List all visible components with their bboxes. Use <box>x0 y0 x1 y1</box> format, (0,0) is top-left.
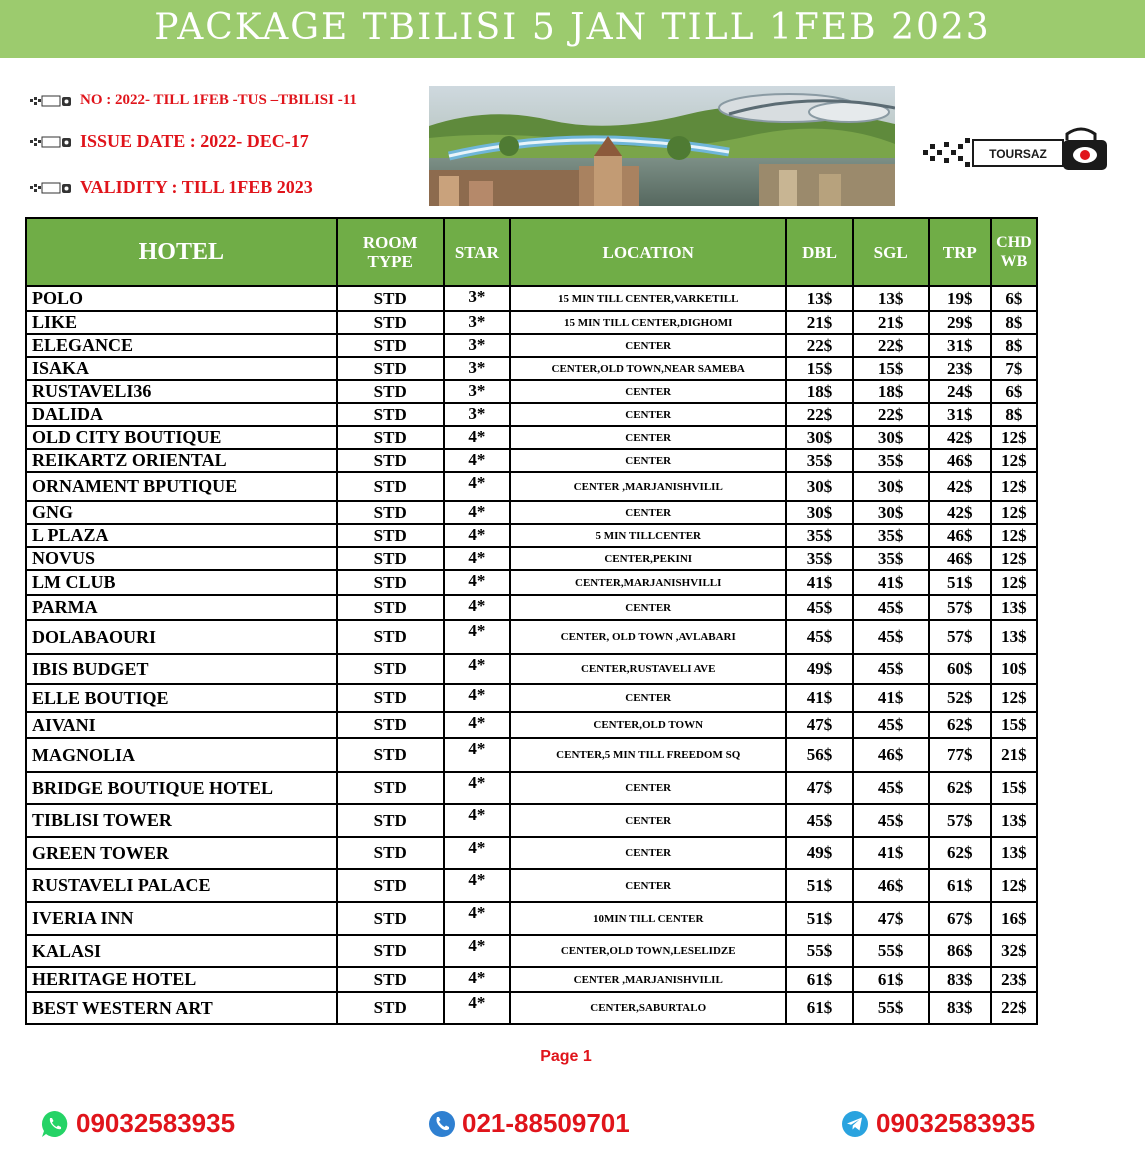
location: CENTER,OLD TOWN <box>510 712 787 738</box>
room-type: STD <box>337 547 444 570</box>
star-rating: 4* <box>444 869 510 902</box>
hotel-name: KALASI <box>26 935 337 967</box>
table-row <box>26 311 1037 334</box>
star-rating: 3* <box>444 334 510 357</box>
price-dbl: 22$ <box>786 334 852 357</box>
location: CENTER,OLD TOWN,LESELIDZE <box>510 935 787 967</box>
price-chd-wb: 12$ <box>991 524 1037 547</box>
table-row <box>26 902 1037 935</box>
location: CENTER <box>510 426 787 449</box>
location: CENTER <box>510 501 787 524</box>
price-trp: 31$ <box>929 334 991 357</box>
room-type: STD <box>337 501 444 524</box>
price-sgl: 55$ <box>853 992 929 1024</box>
price-sgl: 13$ <box>853 286 929 311</box>
price-sgl: 45$ <box>853 804 929 837</box>
price-chd-wb: 13$ <box>991 804 1037 837</box>
price-sgl: 22$ <box>853 334 929 357</box>
whatsapp-icon <box>40 1109 70 1139</box>
hotel-name: RUSTAVELI36 <box>26 380 337 403</box>
price-trp: 42$ <box>929 472 991 501</box>
price-trp: 42$ <box>929 426 991 449</box>
price-trp: 31$ <box>929 403 991 426</box>
price-dbl: 51$ <box>786 902 852 935</box>
price-sgl: 18$ <box>853 380 929 403</box>
hotel-name: MAGNOLIA <box>26 738 337 772</box>
price-chd-wb: 8$ <box>991 334 1037 357</box>
price-sgl: 35$ <box>853 449 929 472</box>
price-trp: 62$ <box>929 772 991 804</box>
price-sgl: 45$ <box>853 620 929 654</box>
table-row <box>26 334 1037 357</box>
table-row <box>26 570 1037 595</box>
star-rating: 4* <box>444 902 510 935</box>
location: CENTER <box>510 684 787 712</box>
table-row <box>26 967 1037 992</box>
price-chd-wb: 23$ <box>991 967 1037 992</box>
hotel-price-table <box>25 217 1038 1025</box>
price-chd-wb: 32$ <box>991 935 1037 967</box>
hotel-name: IVERIA INN <box>26 902 337 935</box>
price-dbl: 45$ <box>786 804 852 837</box>
room-type: STD <box>337 684 444 712</box>
price-dbl: 22$ <box>786 403 852 426</box>
price-sgl: 47$ <box>853 902 929 935</box>
hotel-name: ELEGANCE <box>26 334 337 357</box>
page-number: Page 1 <box>540 1048 592 1065</box>
price-trp: 57$ <box>929 595 991 620</box>
telegram-number: 09032583935 <box>876 1108 1036 1138</box>
hotel-name: OLD CITY BOUTIQUE <box>26 426 337 449</box>
price-trp: 24$ <box>929 380 991 403</box>
star-rating: 4* <box>444 804 510 837</box>
room-type: STD <box>337 570 444 595</box>
room-type: STD <box>337 654 444 684</box>
location: CENTER <box>510 449 787 472</box>
table-row <box>26 712 1037 738</box>
star-rating: 4* <box>444 935 510 967</box>
hotel-name: PARMA <box>26 595 337 620</box>
star-rating: 4* <box>444 738 510 772</box>
room-type: STD <box>337 935 444 967</box>
hotel-name: POLO <box>26 286 337 311</box>
table-row <box>26 595 1037 620</box>
price-trp: 46$ <box>929 547 991 570</box>
price-dbl: 47$ <box>786 772 852 804</box>
room-type: STD <box>337 869 444 902</box>
table-row <box>26 772 1037 804</box>
location: CENTER,OLD TOWN,NEAR SAMEBA <box>510 357 787 380</box>
hotel-name: GNG <box>26 501 337 524</box>
table-row <box>26 935 1037 967</box>
price-dbl: 55$ <box>786 935 852 967</box>
header-chd-line1: CHD <box>996 234 1032 251</box>
price-trp: 83$ <box>929 992 991 1024</box>
toursaz-mini-logo-icon <box>30 181 72 195</box>
location: CENTER <box>510 380 787 403</box>
price-trp: 57$ <box>929 804 991 837</box>
star-rating: 4* <box>444 772 510 804</box>
location: CENTER,SABURTALO <box>510 992 787 1024</box>
room-type: STD <box>337 403 444 426</box>
price-sgl: 30$ <box>853 501 929 524</box>
price-sgl: 45$ <box>853 654 929 684</box>
location: CENTER <box>510 403 787 426</box>
table-row <box>26 286 1037 311</box>
hotel-name: L PLAZA <box>26 524 337 547</box>
price-sgl: 61$ <box>853 967 929 992</box>
price-chd-wb: 12$ <box>991 547 1037 570</box>
room-type: STD <box>337 738 444 772</box>
price-dbl: 51$ <box>786 869 852 902</box>
star-rating: 4* <box>444 684 510 712</box>
header-hotel: HOTEL <box>26 218 337 286</box>
hotel-name: GREEN TOWER <box>26 837 337 869</box>
validity-line <box>30 177 313 198</box>
telegram-icon <box>840 1109 870 1139</box>
table-row <box>26 472 1037 501</box>
hotel-name: BEST WESTERN ART <box>26 992 337 1024</box>
header-dbl: DBL <box>786 218 852 286</box>
price-chd-wb: 16$ <box>991 902 1037 935</box>
location: CENTER,RUSTAVELI AVE <box>510 654 787 684</box>
price-chd-wb: 12$ <box>991 684 1037 712</box>
location: CENTER, OLD TOWN ,AVLABARI <box>510 620 787 654</box>
table-row <box>26 501 1037 524</box>
price-trp: 67$ <box>929 902 991 935</box>
hotel-name: BRIDGE BOUTIQUE HOTEL <box>26 772 337 804</box>
hotel-name: RUSTAVELI PALACE <box>26 869 337 902</box>
hotel-name: TIBLISI TOWER <box>26 804 337 837</box>
price-trp: 83$ <box>929 967 991 992</box>
price-chd-wb: 12$ <box>991 869 1037 902</box>
star-rating: 4* <box>444 837 510 869</box>
price-sgl: 46$ <box>853 869 929 902</box>
price-trp: 23$ <box>929 357 991 380</box>
table-row <box>26 547 1037 570</box>
price-chd-wb: 12$ <box>991 472 1037 501</box>
phone-number: 021-88509701 <box>462 1108 630 1138</box>
issue-date: ISSUE DATE : 2022- DEC-17 <box>80 131 309 151</box>
price-dbl: 41$ <box>786 570 852 595</box>
price-sgl: 41$ <box>853 570 929 595</box>
room-type: STD <box>337 311 444 334</box>
price-chd-wb: 21$ <box>991 738 1037 772</box>
toursaz-mini-logo-icon <box>30 135 72 149</box>
location: 5 MIN TILLCENTER <box>510 524 787 547</box>
star-rating: 3* <box>444 403 510 426</box>
price-dbl: 49$ <box>786 837 852 869</box>
room-type: STD <box>337 620 444 654</box>
table-header-row <box>26 218 1037 286</box>
validity: VALIDITY : TILL 1FEB 2023 <box>80 177 313 197</box>
telegram-contact[interactable] <box>840 1108 1035 1139</box>
price-dbl: 45$ <box>786 620 852 654</box>
price-chd-wb: 7$ <box>991 357 1037 380</box>
price-dbl: 41$ <box>786 684 852 712</box>
star-rating: 4* <box>444 992 510 1024</box>
table-row <box>26 869 1037 902</box>
header-room-type <box>337 218 444 286</box>
header-location: LOCATION <box>510 218 787 286</box>
star-rating: 4* <box>444 595 510 620</box>
room-type: STD <box>337 334 444 357</box>
header-sgl: SGL <box>853 218 929 286</box>
location: CENTER <box>510 804 787 837</box>
table-row <box>26 992 1037 1024</box>
toursaz-mini-logo-icon <box>30 94 72 108</box>
star-rating: 4* <box>444 547 510 570</box>
price-chd-wb: 8$ <box>991 403 1037 426</box>
hotel-name: ELLE BOUTIQE <box>26 684 337 712</box>
price-sgl: 46$ <box>853 738 929 772</box>
star-rating: 4* <box>444 426 510 449</box>
price-sgl: 45$ <box>853 772 929 804</box>
toursaz-logo-icon <box>921 124 1111 176</box>
room-type: STD <box>337 837 444 869</box>
price-trp: 77$ <box>929 738 991 772</box>
star-rating: 3* <box>444 380 510 403</box>
price-chd-wb: 12$ <box>991 426 1037 449</box>
location: 10MIN TILL CENTER <box>510 902 787 935</box>
location: 15 MIN TILL CENTER,VARKETILL <box>510 286 787 311</box>
price-trp: 46$ <box>929 449 991 472</box>
table-row <box>26 403 1037 426</box>
room-type: STD <box>337 772 444 804</box>
hotel-name: IBIS BUDGET <box>26 654 337 684</box>
table-row <box>26 357 1037 380</box>
room-type: STD <box>337 426 444 449</box>
price-dbl: 35$ <box>786 524 852 547</box>
location: CENTER <box>510 334 787 357</box>
table-row <box>26 524 1037 547</box>
whatsapp-number: 09032583935 <box>76 1108 236 1138</box>
hotel-name: ORNAMENT BPUTIQUE <box>26 472 337 501</box>
price-chd-wb: 15$ <box>991 772 1037 804</box>
price-chd-wb: 6$ <box>991 380 1037 403</box>
price-trp: 29$ <box>929 311 991 334</box>
price-dbl: 18$ <box>786 380 852 403</box>
package-number: NO : 2022- TILL 1FEB -TUS –TBILISI -11 <box>80 92 357 108</box>
toursaz-logo <box>921 124 1111 176</box>
room-type: STD <box>337 992 444 1024</box>
price-sgl: 21$ <box>853 311 929 334</box>
phone-contact[interactable] <box>428 1108 630 1139</box>
price-dbl: 30$ <box>786 426 852 449</box>
star-rating: 3* <box>444 286 510 311</box>
price-sgl: 41$ <box>853 684 929 712</box>
price-dbl: 30$ <box>786 501 852 524</box>
price-chd-wb: 13$ <box>991 620 1037 654</box>
star-rating: 3* <box>444 357 510 380</box>
room-type: STD <box>337 902 444 935</box>
header-room-type-line1: ROOM <box>362 233 418 252</box>
price-trp: 62$ <box>929 712 991 738</box>
price-sgl: 30$ <box>853 426 929 449</box>
star-rating: 4* <box>444 501 510 524</box>
price-dbl: 61$ <box>786 967 852 992</box>
svg-text:TOURSAZ: TOURSAZ <box>989 147 1047 161</box>
price-sgl: 41$ <box>853 837 929 869</box>
star-rating: 4* <box>444 620 510 654</box>
hotel-name: DOLABAOURI <box>26 620 337 654</box>
table-row <box>26 654 1037 684</box>
price-trp: 51$ <box>929 570 991 595</box>
price-sgl: 35$ <box>853 524 929 547</box>
star-rating: 4* <box>444 449 510 472</box>
header-chd-line2: WB <box>1000 253 1028 270</box>
title-banner <box>0 0 1145 58</box>
room-type: STD <box>337 595 444 620</box>
location: CENTER <box>510 772 787 804</box>
table-row <box>26 380 1037 403</box>
price-sgl: 55$ <box>853 935 929 967</box>
price-dbl: 47$ <box>786 712 852 738</box>
hotel-name: HERITAGE HOTEL <box>26 967 337 992</box>
price-dbl: 61$ <box>786 992 852 1024</box>
location: CENTER <box>510 869 787 902</box>
price-dbl: 13$ <box>786 286 852 311</box>
table-row <box>26 804 1037 837</box>
price-chd-wb: 10$ <box>991 654 1037 684</box>
price-trp: 60$ <box>929 654 991 684</box>
location: CENTER,MARJANISHVILLI <box>510 570 787 595</box>
header-star: STAR <box>444 218 510 286</box>
price-chd-wb: 15$ <box>991 712 1037 738</box>
header-room-type-line2: TYPE <box>367 252 413 271</box>
room-type: STD <box>337 449 444 472</box>
price-sgl: 45$ <box>853 712 929 738</box>
price-chd-wb: 13$ <box>991 837 1037 869</box>
price-chd-wb: 12$ <box>991 449 1037 472</box>
table-row <box>26 620 1037 654</box>
hotel-name: DALIDA <box>26 403 337 426</box>
price-chd-wb: 6$ <box>991 286 1037 311</box>
star-rating: 4* <box>444 967 510 992</box>
location: CENTER,PEKINI <box>510 547 787 570</box>
price-sgl: 15$ <box>853 357 929 380</box>
price-dbl: 35$ <box>786 547 852 570</box>
price-trp: 86$ <box>929 935 991 967</box>
price-trp: 52$ <box>929 684 991 712</box>
hotel-name: NOVUS <box>26 547 337 570</box>
package-number-line <box>30 92 357 109</box>
star-rating: 4* <box>444 570 510 595</box>
table-row <box>26 426 1037 449</box>
whatsapp-contact[interactable] <box>40 1108 235 1139</box>
price-chd-wb: 12$ <box>991 501 1037 524</box>
page-title: PACKAGE TBILISI 5 JAN TILL 1FEB 2023 <box>154 7 991 48</box>
hotel-name: REIKARTZ ORIENTAL <box>26 449 337 472</box>
hotel-name: LIKE <box>26 311 337 334</box>
star-rating: 4* <box>444 654 510 684</box>
price-dbl: 35$ <box>786 449 852 472</box>
price-dbl: 56$ <box>786 738 852 772</box>
table-row <box>26 738 1037 772</box>
hotel-name: AIVANI <box>26 712 337 738</box>
location: CENTER <box>510 595 787 620</box>
star-rating: 3* <box>444 311 510 334</box>
price-trp: 42$ <box>929 501 991 524</box>
price-sgl: 30$ <box>853 472 929 501</box>
price-trp: 62$ <box>929 837 991 869</box>
price-chd-wb: 12$ <box>991 570 1037 595</box>
room-type: STD <box>337 380 444 403</box>
room-type: STD <box>337 524 444 547</box>
header-trp: TRP <box>929 218 991 286</box>
price-trp: 61$ <box>929 869 991 902</box>
star-rating: 4* <box>444 472 510 501</box>
price-chd-wb: 13$ <box>991 595 1037 620</box>
room-type: STD <box>337 804 444 837</box>
price-dbl: 21$ <box>786 311 852 334</box>
tbilisi-photo <box>429 86 895 206</box>
table-row <box>26 837 1037 869</box>
price-chd-wb: 22$ <box>991 992 1037 1024</box>
price-sgl: 35$ <box>853 547 929 570</box>
hotel-name: LM CLUB <box>26 570 337 595</box>
star-rating: 4* <box>444 524 510 547</box>
price-chd-wb: 8$ <box>991 311 1037 334</box>
price-trp: 19$ <box>929 286 991 311</box>
phone-icon <box>428 1110 456 1138</box>
hotel-name: ISAKA <box>26 357 337 380</box>
price-sgl: 45$ <box>853 595 929 620</box>
issue-date-line <box>30 131 309 152</box>
location: CENTER <box>510 837 787 869</box>
header-chd-wb <box>991 218 1037 286</box>
table-row <box>26 449 1037 472</box>
star-rating: 4* <box>444 712 510 738</box>
price-trp: 46$ <box>929 524 991 547</box>
room-type: STD <box>337 712 444 738</box>
price-dbl: 49$ <box>786 654 852 684</box>
room-type: STD <box>337 357 444 380</box>
location: CENTER ,MARJANISHVILIL <box>510 472 787 501</box>
price-dbl: 30$ <box>786 472 852 501</box>
room-type: STD <box>337 967 444 992</box>
table-row <box>26 684 1037 712</box>
price-sgl: 22$ <box>853 403 929 426</box>
room-type: STD <box>337 286 444 311</box>
location: CENTER ,MARJANISHVILIL <box>510 967 787 992</box>
price-dbl: 45$ <box>786 595 852 620</box>
location: CENTER,5 MIN TILL FREEDOM SQ <box>510 738 787 772</box>
price-trp: 57$ <box>929 620 991 654</box>
room-type: STD <box>337 472 444 501</box>
location: 15 MIN TILL CENTER,DIGHOMI <box>510 311 787 334</box>
price-dbl: 15$ <box>786 357 852 380</box>
